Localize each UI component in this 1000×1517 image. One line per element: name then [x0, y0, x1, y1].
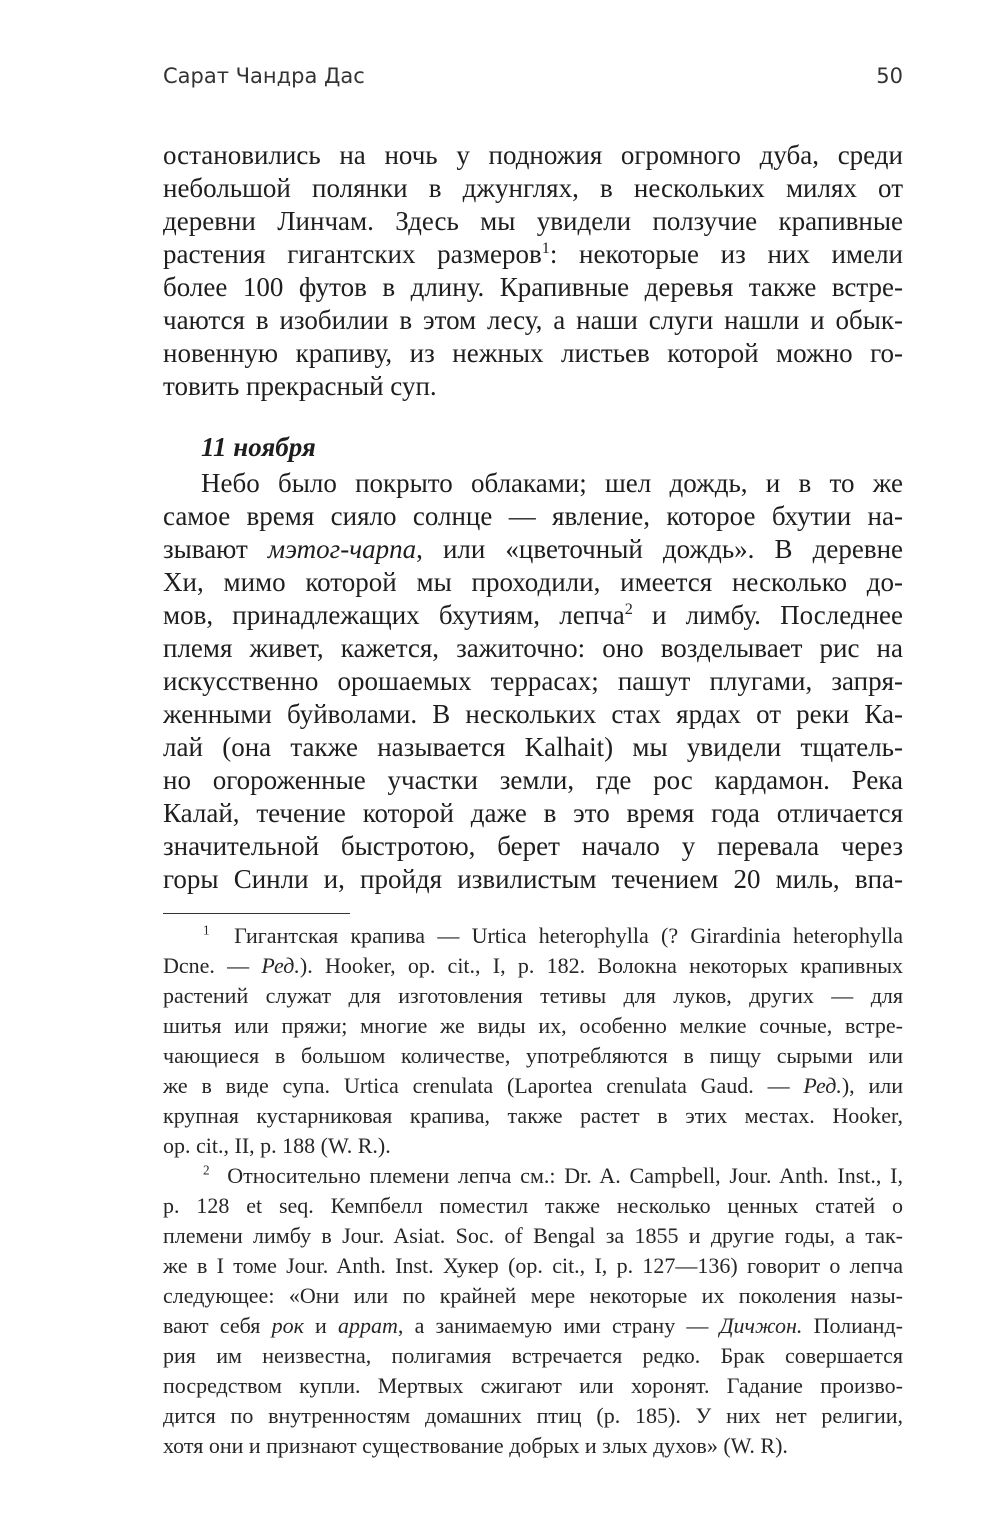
text-line: чаются в изобилии в этом лесу, а наши слуги нашли и обык- — [163, 305, 903, 335]
text-run: и — [303, 1313, 338, 1338]
text-line: но огороженные участки земли, где рос кардамон. Река — [163, 765, 903, 795]
text-run: Гигантская крапива — Urtica heterophylla (? Girardinia heterophylla — [234, 923, 904, 948]
text-run: , а занимаемую ими страну — — [397, 1313, 720, 1338]
footnote-2-number: 2 — [203, 1162, 210, 1178]
text-run: растения гигантских размеров — [163, 239, 542, 269]
footnote-1-line: чающиеся в большом количестве, употребляются в пищу сырыми или — [163, 1043, 903, 1068]
text-run: : некоторые из них имели — [549, 239, 903, 269]
text-line: лай (она также называется Kalhait) мы увидели тщатель- — [163, 732, 903, 762]
italic-term: мэтог-чарпа — [267, 534, 417, 564]
text-line: Небо было покрыто облаками; шел дождь, и в то же — [201, 468, 903, 498]
page-number: 50 — [876, 64, 903, 88]
italic-term: аррат — [338, 1313, 398, 1338]
footnote-2-line: рия им неизвестна, полигамия встречается редко. Брак совершается — [163, 1343, 903, 1368]
text-line: небольшой полянки в джунглях, в нескольких милях от — [163, 173, 903, 203]
text-line: Хи, мимо которой мы проходили, имеется несколько до- — [163, 567, 903, 597]
text-line: товить прекрасный суп. — [163, 371, 437, 401]
text-run: же в виде супа. Urtica crenulata (Laportea crenulata Gaud. — — [163, 1073, 804, 1098]
text-run: Относительно племени лепча см.: Dr. A. Campbell, Jour. Anth. Inst., I, — [227, 1163, 904, 1188]
running-head-author: Сарат Чандра Дас — [163, 64, 365, 88]
text-run: вают себя — [163, 1313, 272, 1338]
running-header — [163, 64, 903, 104]
text-run: ), или — [841, 1073, 903, 1098]
text-line: остановились на ночь у подножия огромного дуба, среди — [163, 140, 903, 170]
text-run: , или «цветочный дождь». В деревне — [416, 534, 903, 564]
text-line: племя живет, кажется, зажиточно: оно возделывает рис на — [163, 633, 903, 663]
footnote-1-line: растений служат для изготовления тетивы для луков, других — для — [163, 983, 903, 1008]
footnote-1-line — [163, 921, 903, 951]
footnote-2-line: же в I томе Jour. Anth. Inst. Хукер (op. cit., I, p. 127—136) говорит о лепча — [163, 1253, 903, 1278]
footnote-ref-1: 1 — [541, 239, 550, 257]
text-line: самое время сияло солнце — явление, которое бхутии на- — [163, 501, 903, 531]
text-run: зывают — [163, 534, 268, 564]
footnote-2-line — [163, 1311, 903, 1341]
footnote-separator — [163, 913, 350, 914]
text-line: новенную крапиву, из нежных листьев которой можно го- — [163, 338, 903, 368]
footnotes — [163, 921, 903, 1461]
footnote-1-line: шитья или пряжи; многие же виды их, особенно мелкие сочные, встре- — [163, 1013, 903, 1038]
footnote-2-line: дится по внутренностям домашних птиц (p. 185). У них нет религии, — [163, 1403, 903, 1428]
footnote-2-line: посредством купли. Мертвых сжигают или хоронят. Гадание произво- — [163, 1373, 903, 1398]
text-line: Калай, течение которой даже в это время года отличается — [163, 798, 903, 828]
text-line: горы Синли и, пройдя извилистым течением 20 миль, впа- — [163, 864, 903, 894]
text-run: Полианд- — [802, 1313, 903, 1338]
footnote-1-line — [163, 951, 903, 981]
text-line: искусственно орошаемых террасах; пашут плугами, запря- — [163, 666, 903, 696]
footnote-1-line: крупная кустарниковая крапива, также растет в этих местах. Hooker, — [163, 1103, 903, 1128]
footnote-ref-2: 2 — [624, 600, 633, 618]
footnote-1-number: 1 — [203, 922, 210, 938]
footnote-2-line — [163, 1161, 903, 1191]
text-line — [163, 238, 903, 271]
footnote-2-line: племени лимбу в Jour. Asiat. Soc. of Bengal за 1855 и другие годы, а так- — [163, 1223, 903, 1248]
text-line — [163, 599, 903, 632]
paragraph-2 — [163, 467, 903, 896]
text-run: ). Hooker, op. cit., I, p. 182. Волокна некоторых крапивных — [299, 953, 903, 978]
footnote-2-line: следующее: «Они или по крайней мере некоторые их поколения назы- — [163, 1283, 903, 1308]
italic-term: Ред. — [803, 1073, 842, 1098]
italic-term: Дичжон. — [719, 1313, 803, 1338]
text-line: деревни Линчам. Здесь мы увидели ползучие крапивные — [163, 206, 903, 236]
text-line: более 100 футов в длину. Крапивные деревья также встре- — [163, 272, 903, 302]
text-run: Dcne. — — [163, 953, 262, 978]
footnote-1-line — [163, 1071, 903, 1101]
text-run: мов, принадлежащих бхутиям, лепча — [163, 600, 625, 630]
paragraph-1 — [163, 139, 903, 403]
italic-term: рок — [271, 1313, 304, 1338]
text-line — [163, 533, 903, 566]
text-run: и лимбу. Последнее — [632, 600, 903, 630]
section-heading-date: 11 ноября — [201, 432, 316, 462]
footnote-2-line: p. 128 et seq. Кемпбелл поместил также несколько ценных статей о — [163, 1193, 903, 1218]
text-line: женными буйволами. В нескольких стах ярдах от реки Ка- — [163, 699, 903, 729]
footnote-2-line: хотя они и признают существование добрых и злых духов» (W. R). — [163, 1433, 788, 1458]
italic-term: Ред. — [261, 953, 300, 978]
footnote-1-line: op. cit., II, p. 188 (W. R.). — [163, 1133, 391, 1158]
text-line: значительной быстротою, берет начало у перевала через — [163, 831, 903, 861]
